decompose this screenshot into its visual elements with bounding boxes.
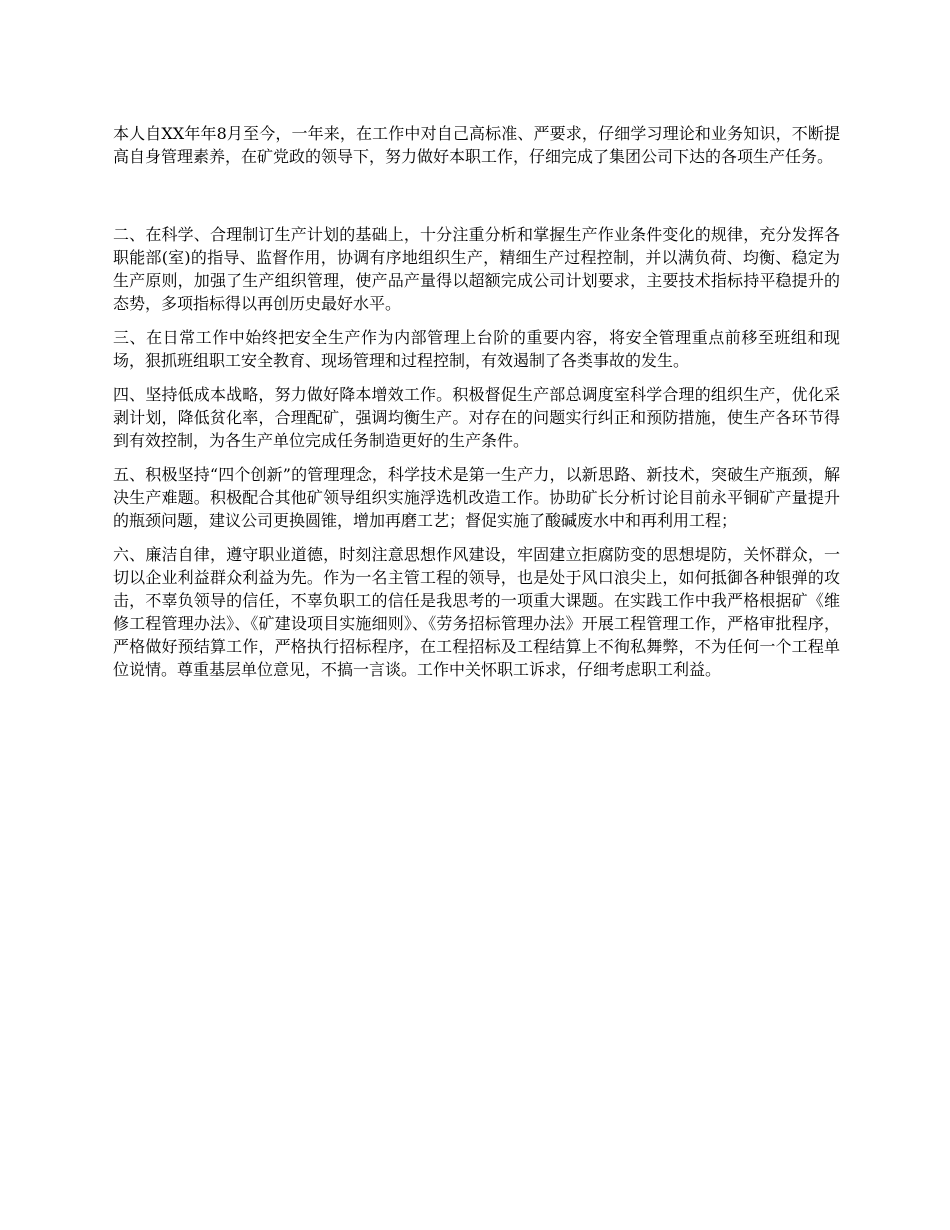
intro-paragraph: 本人自XX年年8月至今，一年来，在工作中对自己高标准、严要求，仔细学习理论和业务知识，不断提高自身管理素养，在矿党政的领导下，努力做好本职工作，仔细完成了集团公司下达的各项生产任务。 — [113, 124, 840, 166]
document-page — [113, 122, 840, 692]
paragraph-cost-reduction: 四、坚持低成本战略，努力做好降本增效工作。积极督促生产部总调度室科学合理的组织生产，优化采剥计划，降低贫化率，合理配矿，强调均衡生产。对存在的问题实行纠正和预防措施，使生产各环节得到有效控制，为各生产单位完成任务制造更好的生产条件。 — [113, 385, 840, 450]
paragraph-integrity: 六、廉洁自律，遵守职业道德，时刻注意思想作风建设，牢固建立拒腐防变的思想堤防，关怀群众，一切以企业利益群众利益为先。作为一名主管工程的领导，也是处于风口浪尖上，如何抵御各种银弹的攻击，不辜负领导的信任，不辜负职工的信任是我思考的一项重大课题。在实践工作中我严格根据矿《维修工程管理办法》、《矿建设项目实施细则》、《劳务招标管理办法》开展工程管理工作，严格审批程序，严格做好预结算工作，严格执行招标程序，在工程招标及工程结算上不徇私舞弊，不为任何一个工程单位说情。尊重基层单位意见，不搞一言谈。工作中关怀职工诉求，仔细考虑职工利益。 — [113, 545, 840, 679]
paragraph-innovation: 五、积极坚持“四个创新”的管理理念，科学技术是第一生产力，以新思路、新技术，突破生产瓶颈，解决生产难题。积极配合其他矿领导组织实施浮选机改造工作。协助矿长分析讨论目前永平铜矿产量提升的瓶颈问题，建议公司更换圆锥，增加再磨工艺；督促实施了酸碱废水中和再利用工程； — [113, 465, 840, 530]
paragraph-production-planning: 二、在科学、合理制订生产计划的基础上，十分注重分析和掌握生产作业条件变化的规律，充分发挥各职能部(室)的指导、监督作用，协调有序地组织生产，精细生产过程控制，并以满负荷、均衡、稳定为生产原则，加强了生产组织管理，使产品产量得以超额完成公司计划要求，主要技术指标持平稳提升的态势，多项指标得以再创历史最好水平。 — [113, 225, 840, 313]
paragraph-safety: 三、在日常工作中始终把安全生产作为内部管理上台阶的重要内容，将安全管理重点前移至班组和现场，狠抓班组职工安全教育、现场管理和过程控制，有效遏制了各类事故的发生。 — [113, 328, 840, 370]
